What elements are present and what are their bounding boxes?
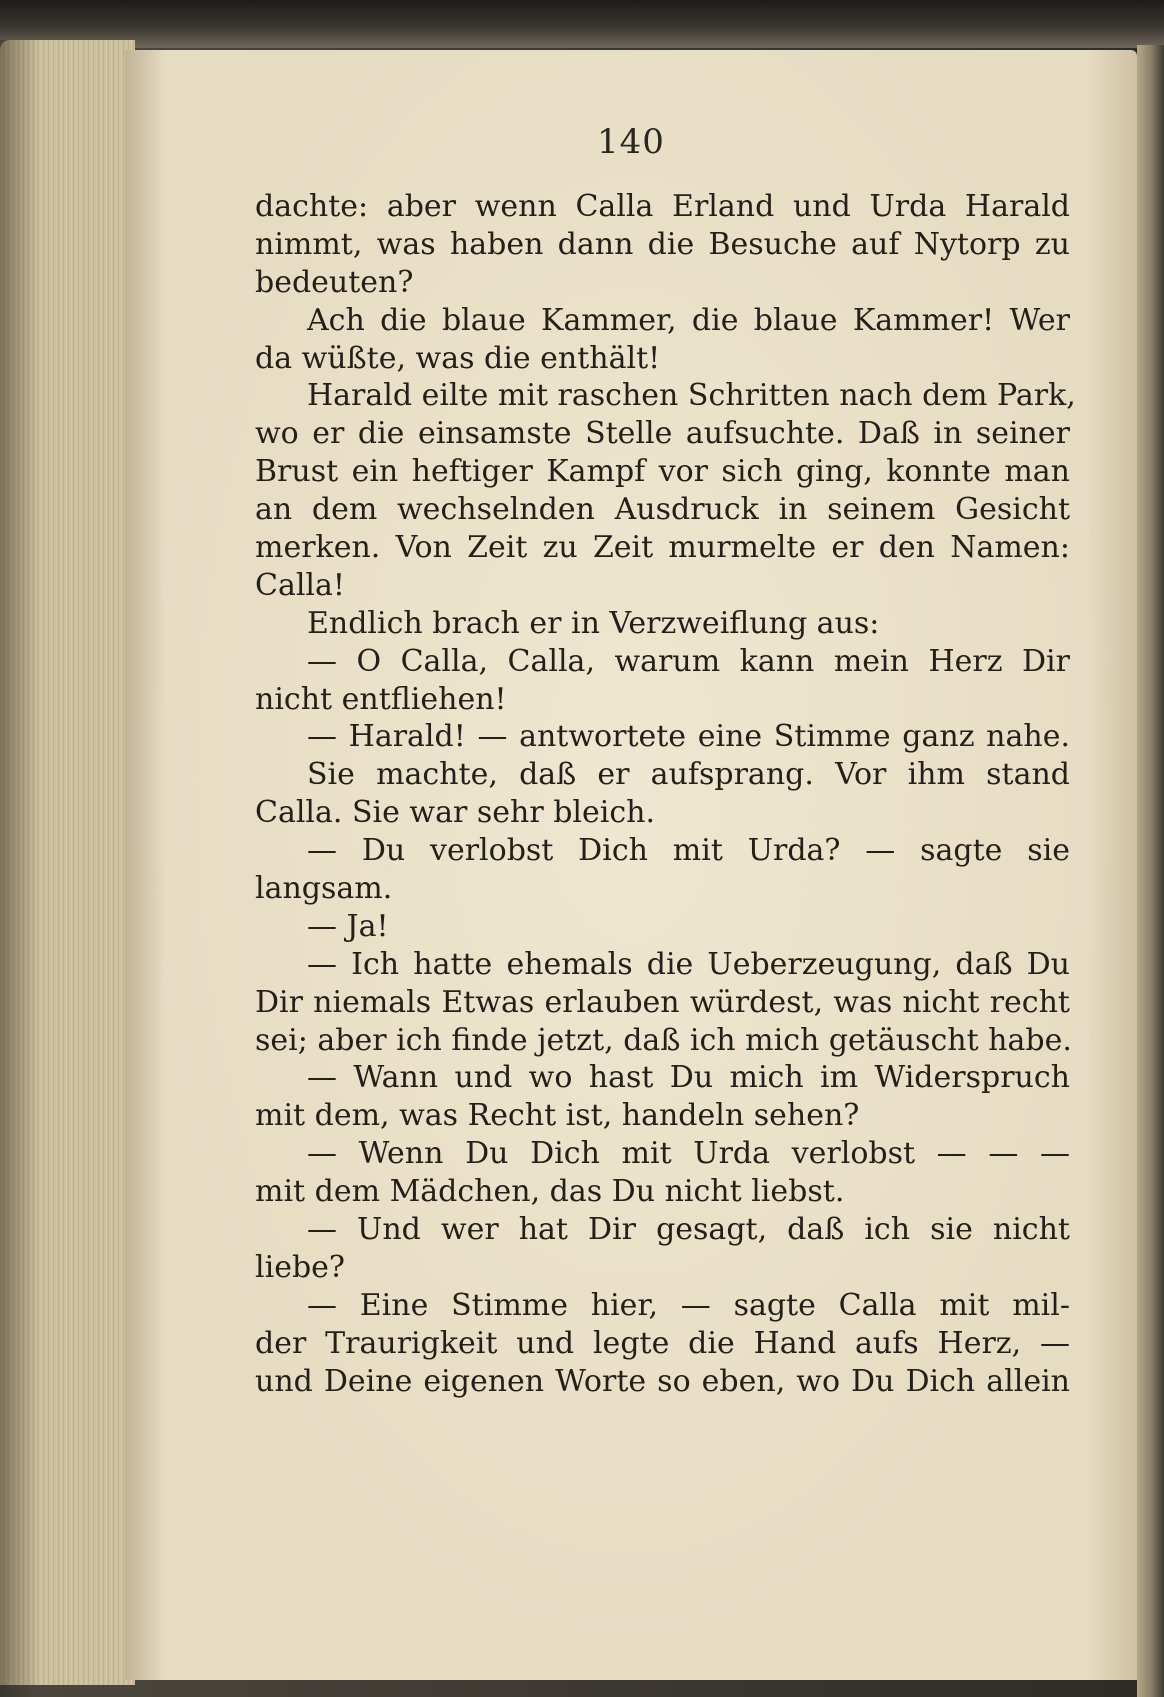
- text-line: mit dem, was Recht ist, handeln sehen?: [255, 1098, 860, 1134]
- page-text: [255, 188, 1076, 1401]
- text-line: — Wann und wo hast Du mich im Widerspruch: [307, 1060, 1070, 1096]
- text-line: merken. Von Zeit zu Zeit murmelte er den Namen:: [255, 530, 1070, 566]
- book-top-edge: [0, 0, 1164, 48]
- text-line: liebe?: [255, 1249, 345, 1285]
- text-line: — Ich hatte ehemals die Ueberzeugung, daß Du: [307, 946, 1070, 982]
- text-line: an dem wechselnden Ausdruck in seinem Gesicht: [255, 492, 1070, 528]
- text-line: Calla. Sie war sehr bleich.: [255, 795, 656, 831]
- text-line: Endlich brach er in Verzweiflung aus:: [307, 605, 880, 641]
- text-line: dachte: aber wenn Calla Erland und Urda Harald: [255, 189, 1070, 224]
- text-line: mit dem Mädchen, das Du nicht liebst.: [255, 1174, 845, 1210]
- text-line: da wüßte, was die enthält!: [255, 340, 661, 376]
- text-line: Calla!: [255, 567, 345, 603]
- text-line: Harald eilte mit raschen Schritten nach dem Park,: [307, 378, 1076, 414]
- book-right-edge: [1137, 45, 1164, 1697]
- text-line: Brust ein heftiger Kampf vor sich ging, konnte man: [255, 454, 1070, 490]
- text-line: der Traurigkeit und legte die Hand aufs Herz, —: [255, 1325, 1070, 1361]
- text-line: Sie machte, daß er aufsprang. Vor ihm stand: [307, 757, 1070, 793]
- text-line: — Du verlobst Dich mit Urda? — sagte sie: [307, 833, 1070, 869]
- text-line: — Harald! — antwortete eine Stimme ganz nahe.: [307, 719, 1070, 755]
- text-line: nimmt, was haben dann die Besuche auf Nytorp zu: [255, 226, 1070, 262]
- text-line: — Ja!: [307, 908, 389, 944]
- text-line: Ach die blaue Kammer, die blaue Kammer! Wer: [307, 302, 1070, 338]
- page-stack-edge: [0, 40, 135, 1685]
- text-line: langsam.: [255, 871, 393, 907]
- page-number: 140: [597, 122, 665, 162]
- text-line: — Wenn Du Dich mit Urda verlobst — — —: [307, 1136, 1070, 1172]
- text-line: Dir niemals Etwas erlauben würdest, was nicht recht: [255, 984, 1070, 1020]
- text-line: bedeuten?: [255, 264, 414, 300]
- text-line: — Und wer hat Dir gesagt, daß ich sie nicht: [307, 1212, 1070, 1248]
- text-line: wo er die einsamste Stelle aufsuchte. Daß in seiner: [255, 416, 1070, 452]
- text-line: — Eine Stimme hier, — sagte Calla mit mil-: [307, 1287, 1070, 1323]
- text-line: nicht entfliehen!: [255, 681, 507, 717]
- text-line: — O Calla, Calla, warum kann mein Herz Dir: [307, 643, 1070, 679]
- text-line: und Deine eigenen Worte so eben, wo Du Dich allein: [255, 1363, 1070, 1399]
- text-line: sei; aber ich finde jetzt, daß ich mich getäuscht habe.: [255, 1022, 1072, 1058]
